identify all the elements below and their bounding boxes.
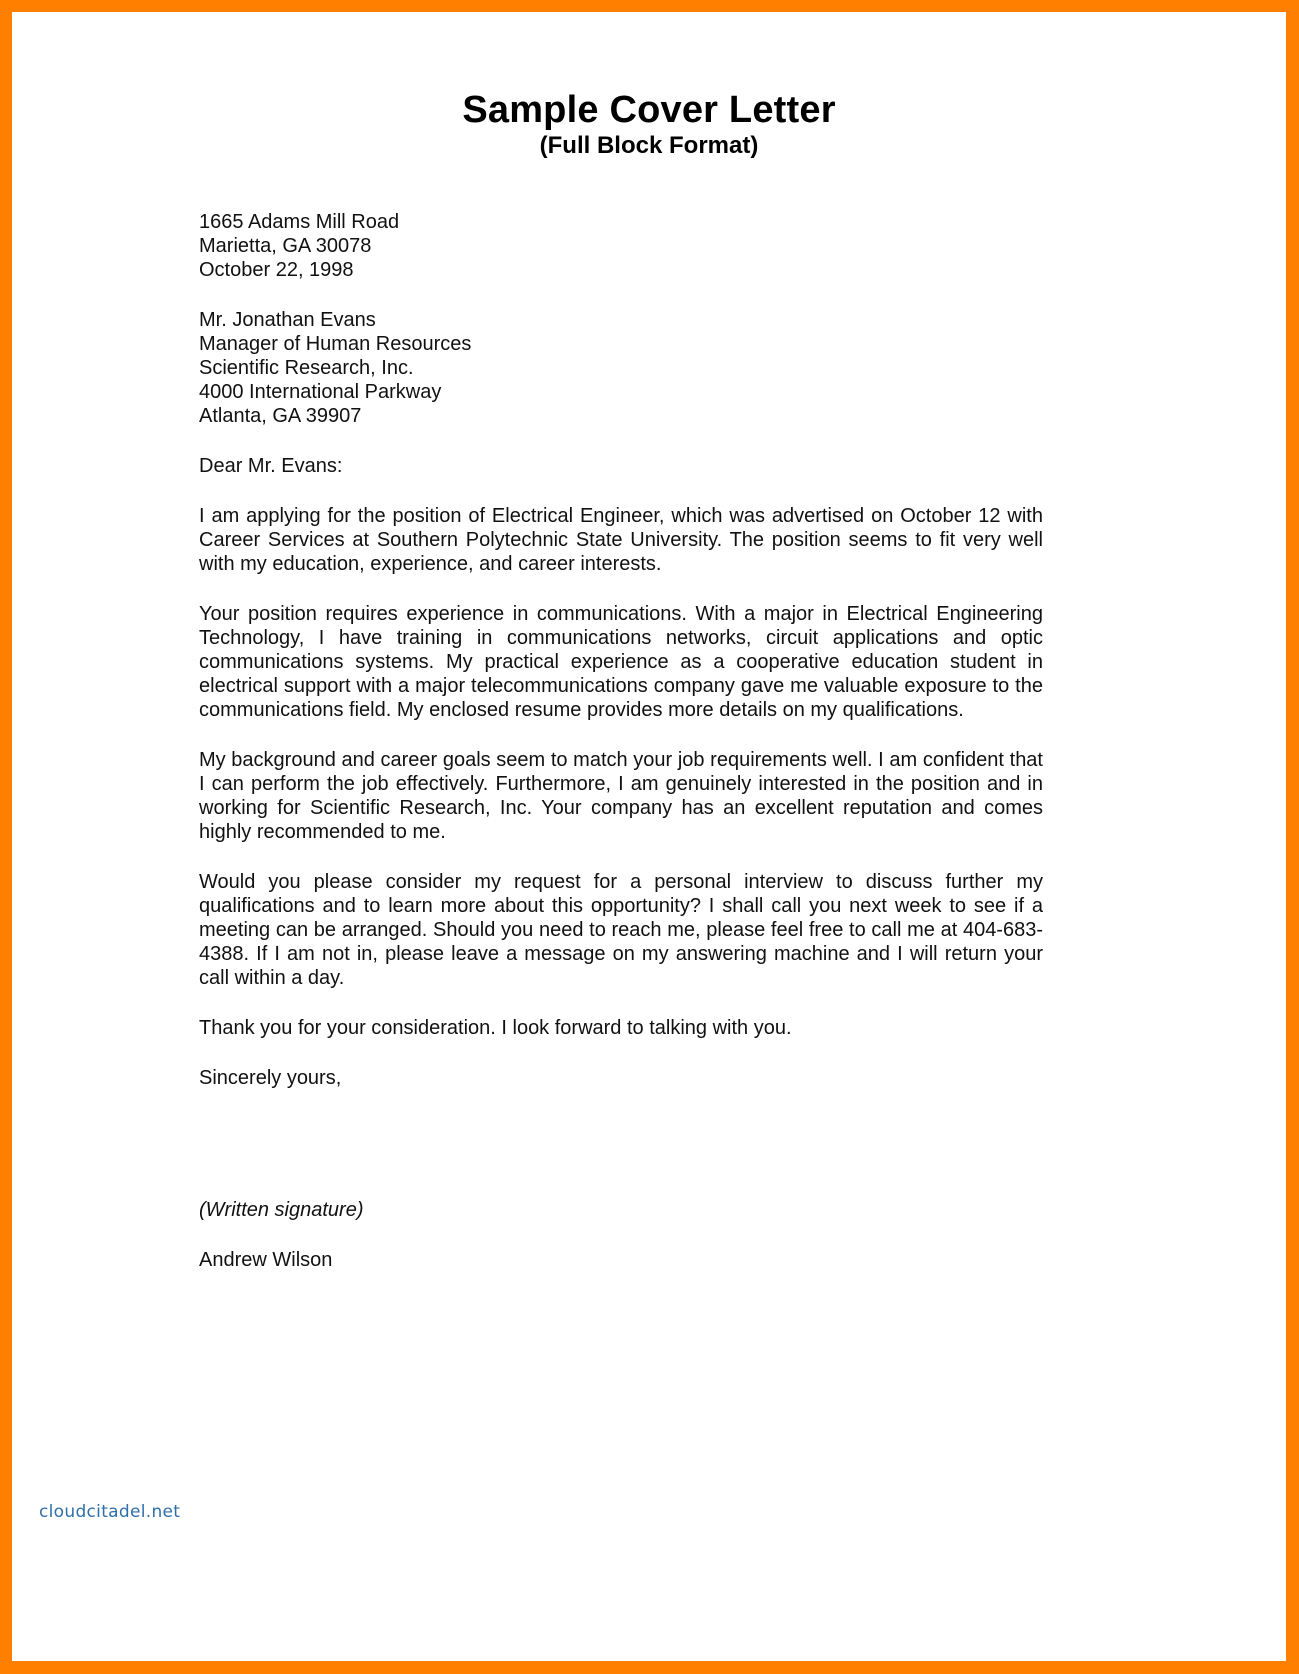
body-paragraph-4: Would you please consider my request for a personal interview to discuss further my qualifications and to learn more about this opportunity? I shall call you next week to see if a meeting can be arranged. Should you need to reach me, please feel free to call me at 404-683-4388. If I am not in, please leave a message on my answering machine and I will return your call within a day. <box>199 871 1043 989</box>
sender-address <box>199 210 1043 282</box>
signature-placeholder: (Written signature) <box>199 1199 364 1221</box>
salutation: Dear Mr. Evans: <box>199 455 343 477</box>
recipient-company: Scientific Research, Inc. <box>199 357 414 379</box>
complimentary-closing: Sincerely yours, <box>199 1067 342 1089</box>
signer-name: Andrew Wilson <box>199 1249 333 1271</box>
sender-city-state-zip: Marietta, GA 30078 <box>199 235 372 257</box>
title-block <box>12 88 1286 160</box>
letter-date: October 22, 1998 <box>199 259 354 281</box>
recipient-address <box>199 308 1043 428</box>
document-subtitle: (Full Block Format) <box>539 132 759 159</box>
letter-body <box>199 210 1043 1272</box>
sender-street: 1665 Adams Mill Road <box>199 211 400 233</box>
recipient-title: Manager of Human Resources <box>199 333 472 355</box>
body-paragraph-1: I am applying for the position of Electrical Engineer, which was advertised on October 12 with Career Services at Southern Polytechnic State University. The position seems to fit very well with my education, experience, and career interests. <box>199 505 1043 575</box>
recipient-city-state-zip: Atlanta, GA 39907 <box>199 405 362 427</box>
document-title: Sample Cover Letter <box>462 89 836 131</box>
body-paragraph-5: Thank you for your consideration. I look forward to talking with you. <box>199 1017 792 1039</box>
watermark-text: cloudcitadel.net <box>39 1502 181 1522</box>
body-paragraph-3: My background and career goals seem to match your job requirements well. I am confident that I can perform the job effectively. Furthermore, I am genuinely interested in the position and in working for Scientific Research, Inc. Your company has an excellent reputation and comes highly recommended to me. <box>199 749 1043 843</box>
recipient-street: 4000 International Parkway <box>199 381 442 403</box>
recipient-name: Mr. Jonathan Evans <box>199 309 376 331</box>
document-page <box>12 12 1286 1661</box>
body-paragraph-2: Your position requires experience in communications. With a major in Electrical Engineering Technology, I have training in communications networks, circuit applications and optic communications systems. My practical experience as a cooperative education student in electrical support with a major telecommunications company gave me valuable exposure to the communications field. My enclosed resume provides more details on my qualifications. <box>199 603 1043 721</box>
